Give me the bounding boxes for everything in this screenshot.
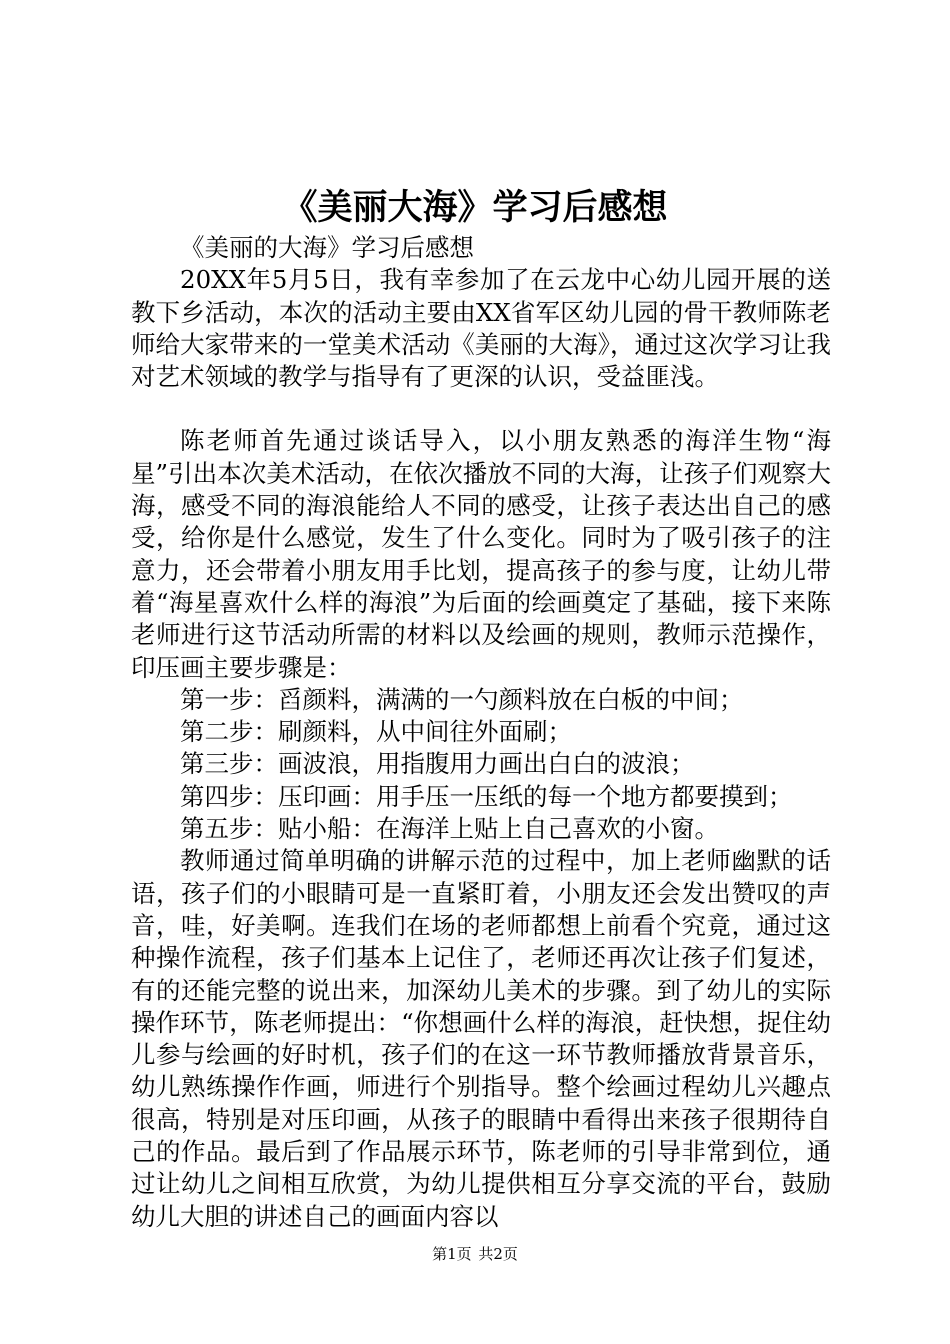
page-total: 共2页 (478, 1245, 518, 1263)
subtitle-paragraph: 《美丽的大海》学习后感想 (180, 233, 474, 262)
page-number: 第1页 (432, 1245, 472, 1263)
reflection-paragraph: 教师通过简单明确的讲解示范的过程中，加上老师幽默的话语，孩子们的小眼睛可是一直紧盯着，小朋友还会发出赞叹的声音，哇，好美啊。连我们在场的老师都想上前看个究竟，通过这种操作流程，孩子们基本上记住了，老师还再次让孩子们复述，有的还能完整的说出来，加深幼儿美术的步骤。到了幼儿的实际操作环节，陈老师提出：“你想画什么样的海浪，赶快想，捉住幼儿参与绘画的好时机，孩子们的在这一环节教师播放背景音乐，幼儿熟练操作作画，师进行个别指导。整个绘画过程幼儿兴趣点很高，特别是对压印画，从孩子的眼睛中看得出来孩子很期待自己的作品。最后到了作品展示环节，陈老师的引导非常到位，通过让幼儿之间相互欣赏，为幼儿提供相互分享交流的平台，鼓励幼儿大胆的讲述自己的画面内容以 (131, 846, 831, 1231)
step-2-paragraph: 第二步：刷颜料，从中间往外面刷； (180, 717, 572, 747)
intro-paragraph: 20XX年5月5日，我有幸参加了在云龙中心幼儿园开展的送教下乡活动，本次的活动主要由XX省军区幼儿园的骨干教师陈老师给大家带来的一堂美术活动《美丽的大海》，通过这次学习让我对艺术领域的教学与指导有了更深的认识，受益匪浅。 (131, 265, 831, 392)
document-body (131, 232, 831, 1233)
lesson-paragraph: 陈老师首先通过谈话导入，以小朋友熟悉的海洋生物“海星”引出本次美术活动，在依次播放不同的大海，让孩子们观察大海，感受不同的海浪能给人不同的感受，让孩子表达出自己的感受，给你是什么感觉，发生了什么变化。同时为了吸引孩子的注意力，还会带着小朋友用手比划，提高孩子的参与度，让幼儿带着“海星喜欢什么样的海浪”为后面的绘画奠定了基础，接下来陈老师进行这节活动所需的材料以及绘画的规则，教师示范操作，印压画主要步骤是： (131, 426, 831, 682)
document-title: 《美丽大海》学习后感想 (282, 187, 668, 228)
step-4-paragraph: 第四步：压印画：用手压一压纸的每一个地方都要摸到； (180, 781, 793, 811)
step-1-paragraph: 第一步：舀颜料，满满的一勺颜料放在白板的中间； (180, 684, 744, 714)
step-3-paragraph: 第三步：画波浪，用指腹用力画出白白的波浪； (180, 749, 695, 779)
page-footer (0, 1244, 950, 1264)
step-5-paragraph: 第五步：贴小船：在海洋上贴上自己喜欢的小窗。 (180, 814, 719, 844)
